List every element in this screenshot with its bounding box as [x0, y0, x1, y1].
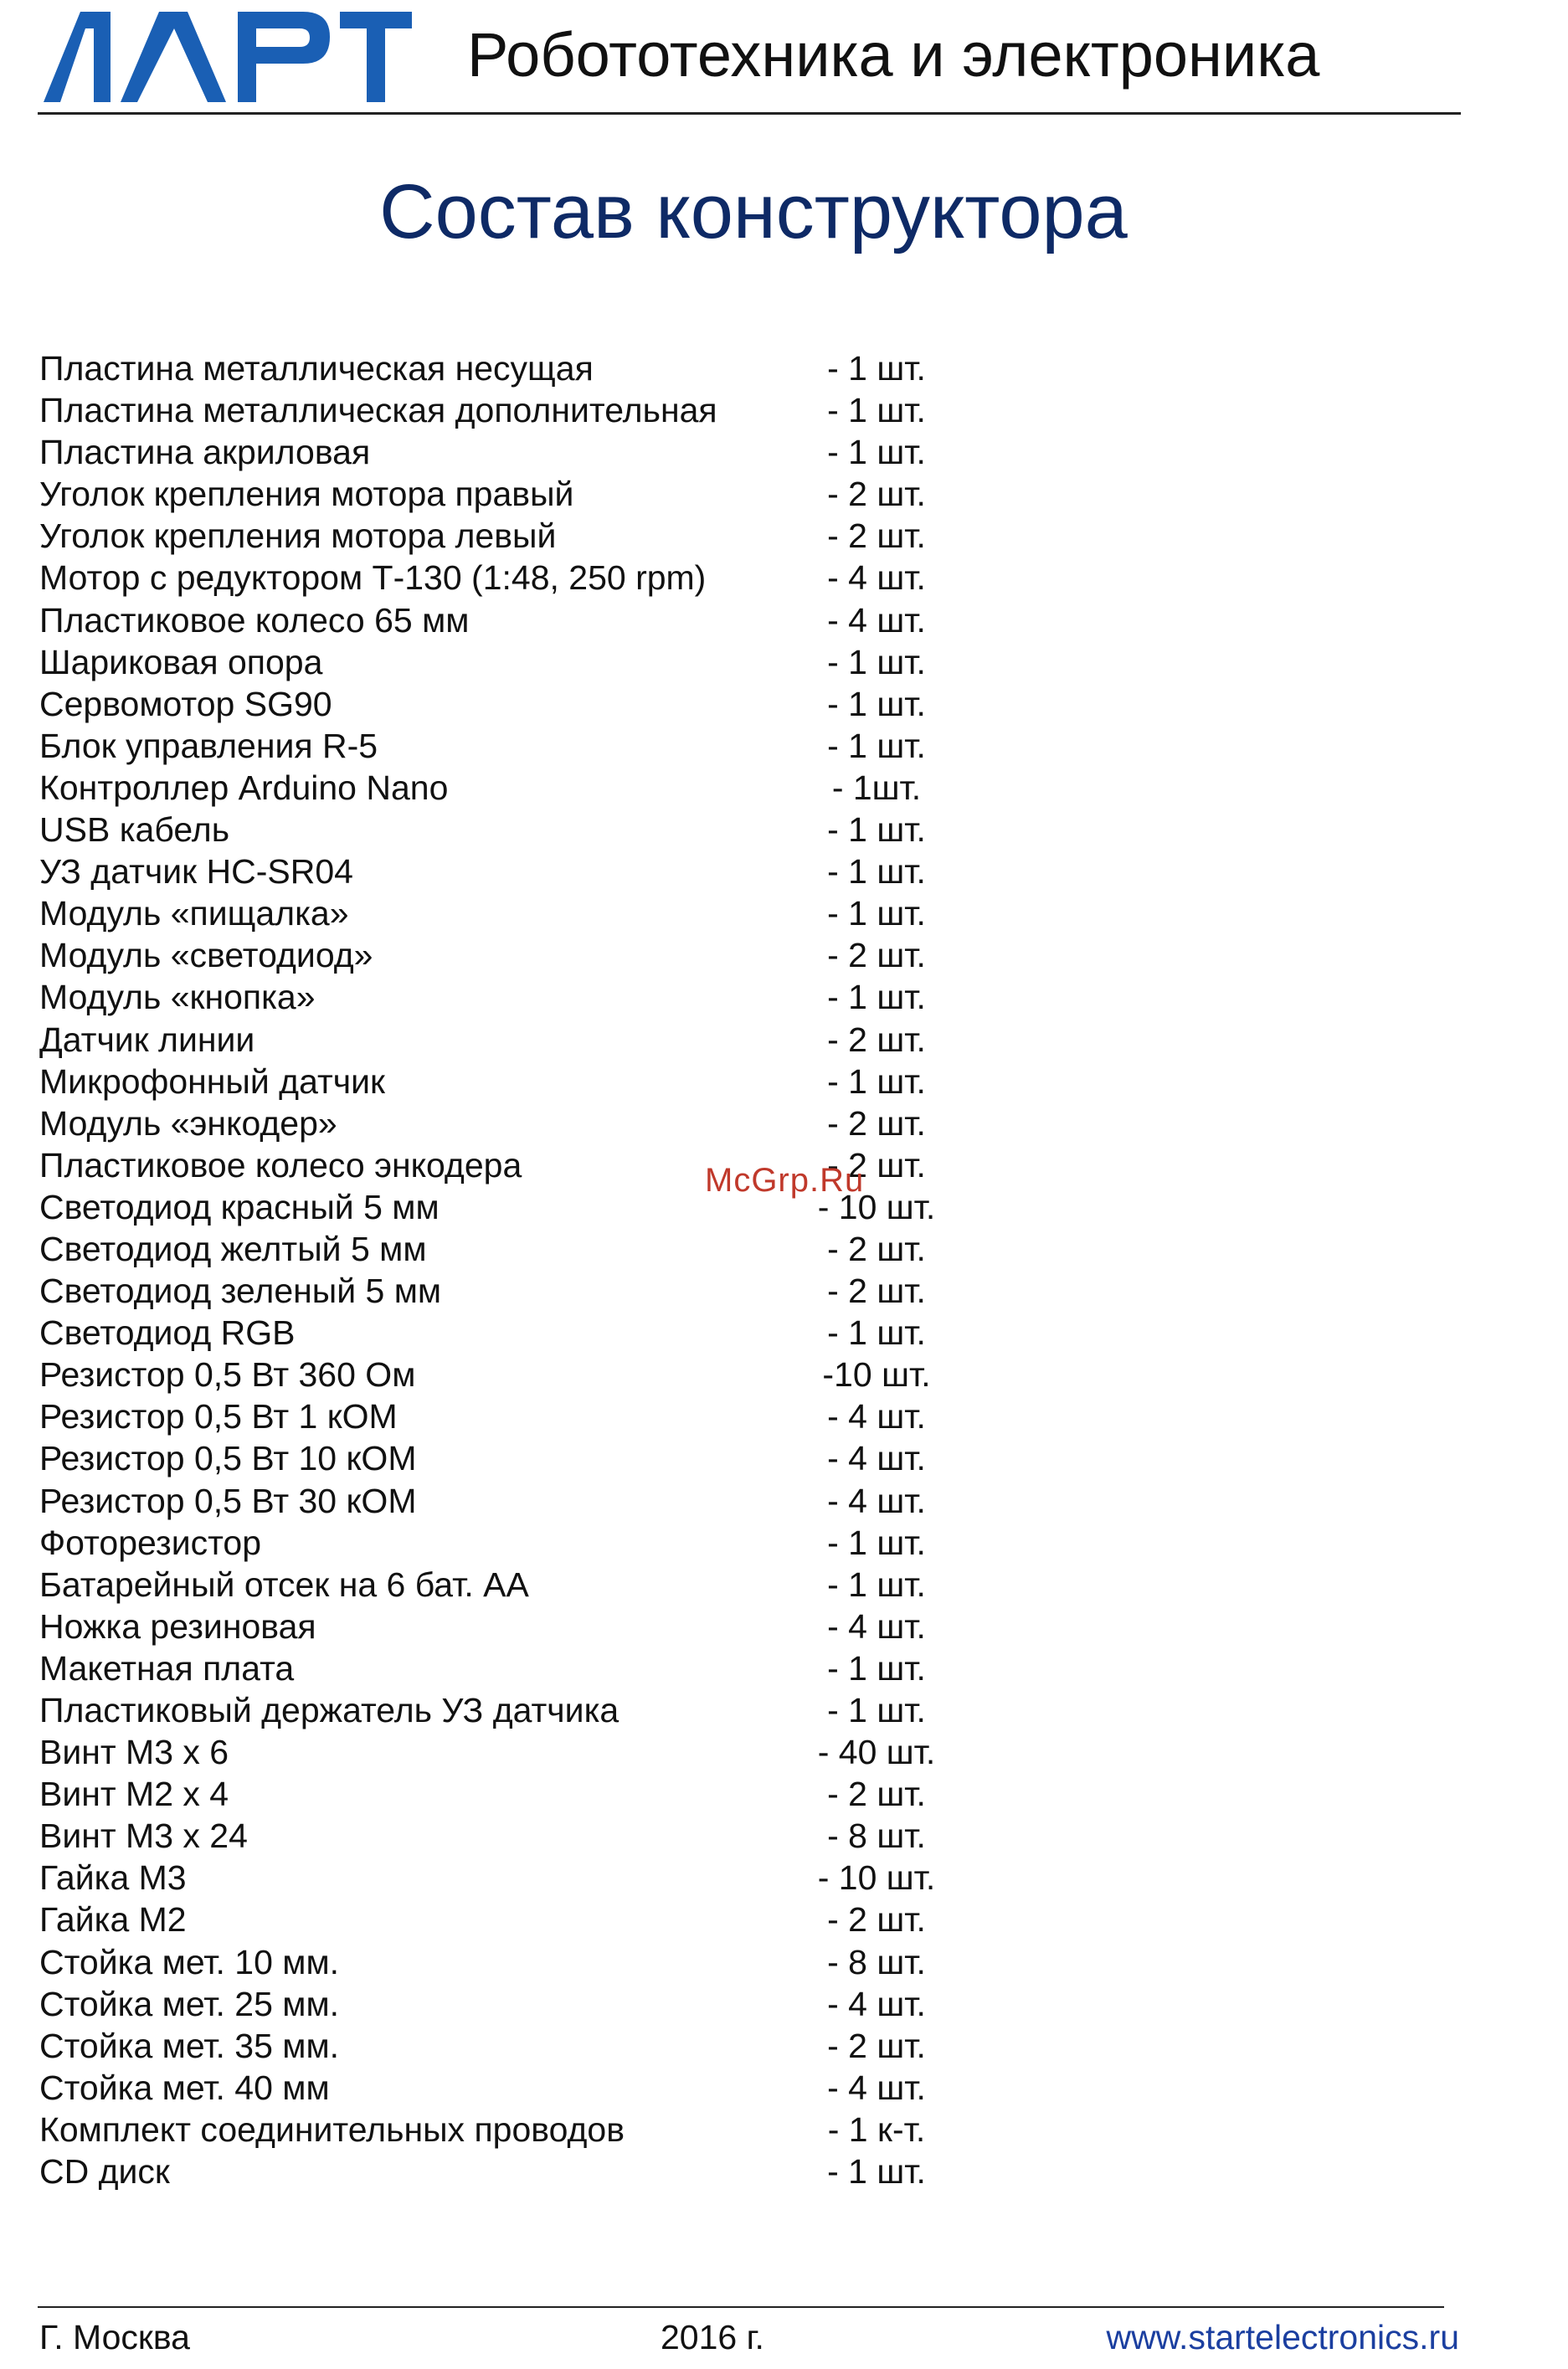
item-name: Блок управления R-5 [39, 726, 378, 765]
item-name: УЗ датчик HC-SR04 [39, 852, 353, 892]
list-item [39, 1941, 1044, 1983]
item-quantity: - 2 шт. [827, 1103, 926, 1143]
list-item [39, 1689, 1044, 1731]
item-quantity: - 1 шт. [827, 1523, 926, 1562]
list-item [39, 1647, 1044, 1689]
item-name: Светодиод RGB [39, 1313, 296, 1353]
item-quantity: - 2 шт. [827, 1272, 926, 1311]
list-item [39, 976, 1044, 1018]
header-divider [38, 112, 1461, 115]
item-quantity: - 10 шт. [817, 1187, 936, 1226]
list-item [39, 557, 1044, 599]
item-name: Уголок крепления мотора правый [39, 475, 574, 514]
list-item [39, 1186, 1044, 1228]
item-name: Модуль «светодиод» [39, 936, 373, 975]
list-item [39, 1564, 1044, 1606]
item-quantity: - 1 шт. [827, 1313, 926, 1353]
item-name: Сервомотор SG90 [39, 684, 332, 723]
item-quantity: - 1 шт. [827, 684, 926, 723]
list-item [39, 809, 1044, 850]
item-quantity: - 1 шт. [827, 642, 926, 681]
list-item [39, 347, 1044, 389]
list-item [39, 1019, 1044, 1061]
item-quantity: - 1 шт. [827, 1565, 926, 1604]
item-name: Фоторезистор [39, 1523, 262, 1562]
footer-city: Г. Москва [39, 2318, 190, 2356]
item-quantity: - 1 шт. [827, 1061, 926, 1101]
list-item [39, 2151, 1044, 2192]
item-quantity: - 1 шт. [827, 1648, 926, 1688]
footer-year: 2016 г. [661, 2318, 764, 2356]
page-title: Состав конструктора [379, 169, 1128, 254]
item-quantity: - 2 шт. [827, 936, 926, 975]
list-item [39, 1437, 1044, 1479]
list-item [39, 1773, 1044, 1815]
item-name: Модуль «энкодер» [39, 1103, 337, 1143]
item-quantity: - 8 шт. [827, 1817, 926, 1856]
list-item [39, 1480, 1044, 1522]
footer-website-link[interactable]: www.startelectronics.ru [1106, 2318, 1459, 2356]
item-quantity: - 2 шт. [827, 1775, 926, 1814]
list-item [39, 1354, 1044, 1395]
list-item [39, 1395, 1044, 1437]
item-quantity: - 8 шт. [827, 1942, 926, 1981]
item-name: Стойка мет. 10 мм. [39, 1942, 340, 1981]
item-name: Резистор 0,5 Вт 360 Ом [39, 1355, 416, 1395]
parts-list [39, 347, 1044, 2192]
logo-icon [44, 12, 412, 102]
list-item [39, 767, 1044, 809]
list-item [39, 1983, 1044, 2025]
list-item [39, 1312, 1044, 1354]
list-item [39, 2067, 1044, 2109]
list-item [39, 892, 1044, 934]
list-item [39, 1815, 1044, 1857]
list-item [39, 1102, 1044, 1144]
list-item [39, 1899, 1044, 1940]
item-quantity: - 2 шт. [827, 1020, 926, 1059]
item-name: Пластина металлическая несущая [39, 349, 594, 388]
item-quantity: - 1 шт. [827, 1691, 926, 1729]
list-item [39, 1857, 1044, 1899]
item-quantity: - 1 шт. [827, 726, 926, 765]
item-quantity: - 2 шт. [827, 516, 926, 556]
item-name: Уголок крепления мотора левый [39, 516, 557, 556]
item-name: Резистор 0,5 Вт 30 кОМ [39, 1481, 417, 1520]
item-quantity: - 1 шт. [827, 978, 926, 1017]
item-name: Резистор 0,5 Вт 1 кОМ [39, 1397, 398, 1436]
item-name: Модуль «пищалка» [39, 894, 349, 933]
item-name: Модуль «кнопка» [39, 978, 316, 1017]
item-quantity: - 1 шт. [827, 433, 926, 472]
item-quantity: - 1 к-т. [827, 2109, 926, 2149]
item-quantity: - 2 шт. [827, 1229, 926, 1268]
item-name: Стойка мет. 35 мм. [39, 2026, 340, 2065]
list-item [39, 2025, 1044, 2067]
item-quantity: - 4 шт. [827, 1606, 926, 1646]
item-name: Светодиод зеленый 5 мм [39, 1272, 442, 1311]
item-name: Датчик линии [39, 1020, 255, 1059]
item-name: Ножка резиновая [39, 1606, 316, 1646]
list-item [39, 431, 1044, 473]
item-name: Пластиковое колесо 65 мм [39, 600, 470, 640]
list-item [39, 599, 1044, 641]
list-item [39, 934, 1044, 976]
item-name: Стойка мет. 25 мм. [39, 1984, 340, 2023]
list-item [39, 683, 1044, 725]
item-quantity: - 4 шт. [827, 1439, 926, 1478]
item-name: Пластиковый держатель УЗ датчика [39, 1691, 619, 1729]
item-quantity: - 1 шт. [827, 810, 926, 850]
item-name: USB кабель [39, 810, 230, 850]
list-item [39, 641, 1044, 683]
item-name: Мотор с редуктором Т-130 (1:48, 250 rpm) [39, 558, 707, 598]
item-quantity: - 40 шт. [817, 1733, 936, 1772]
item-quantity: - 4 шт. [827, 2068, 926, 2107]
item-name: Контроллер Arduino Nano [39, 768, 449, 807]
item-name: Резистор 0,5 Вт 10 кОМ [39, 1439, 417, 1478]
item-quantity: - 4 шт. [827, 1984, 926, 2023]
item-name: Стойка мет. 40 мм [39, 2068, 330, 2107]
list-item [39, 1144, 1044, 1186]
item-quantity: - 1 шт. [827, 391, 926, 430]
item-quantity: - 4 шт. [827, 1481, 926, 1520]
item-name: Микрофонный датчик [39, 1061, 385, 1101]
footer-divider [38, 2306, 1444, 2308]
item-name: Винт М3 х 24 [39, 1817, 248, 1856]
item-name: Макетная плата [39, 1648, 295, 1688]
item-quantity: - 4 шт. [827, 600, 926, 640]
list-item [39, 725, 1044, 767]
item-name: Светодиод желтый 5 мм [39, 1229, 427, 1268]
list-item [39, 1228, 1044, 1270]
item-quantity: - 1 шт. [827, 894, 926, 933]
list-item [39, 515, 1044, 557]
item-name: Винт М2 х 4 [39, 1775, 229, 1814]
list-item [39, 473, 1044, 515]
item-quantity: - 2 шт. [827, 2026, 926, 2065]
list-item [39, 1731, 1044, 1773]
item-name: Шариковая опора [39, 642, 323, 681]
brand-logo [44, 12, 412, 104]
item-name: Комплект соединительных проводов [39, 2109, 625, 2149]
watermark-text: McGrp.Ru [705, 1162, 865, 1199]
item-quantity: - 2 шт. [827, 1900, 926, 1940]
item-quantity: - 1 шт. [827, 2152, 926, 2192]
item-quantity: - 1шт. [831, 768, 922, 807]
item-name: Винт М3 х 6 [39, 1733, 229, 1772]
list-item [39, 1606, 1044, 1647]
item-name: Батарейный отсек на 6 бат. АА [39, 1565, 529, 1604]
item-name: Пластиковое колесо энкодера [39, 1145, 522, 1184]
item-quantity: - 4 шт. [827, 1397, 926, 1436]
item-name: Светодиод красный 5 мм [39, 1187, 440, 1226]
item-quantity: -10 шт. [822, 1355, 931, 1395]
item-name: Пластина акриловая [39, 433, 371, 472]
list-item [39, 2109, 1044, 2151]
header-tagline: Робототехника и электроника [467, 20, 1320, 90]
list-item [39, 1522, 1044, 1564]
item-name: CD диск [39, 2152, 170, 2192]
list-item [39, 389, 1044, 431]
item-quantity: - 1 шт. [827, 349, 926, 388]
list-item [39, 1061, 1044, 1102]
item-quantity: - 4 шт. [827, 558, 926, 598]
list-item [39, 1270, 1044, 1312]
item-quantity: - 2 шт. [827, 475, 926, 514]
item-name: Гайка М3 [39, 1858, 187, 1898]
item-name: Гайка М2 [39, 1900, 187, 1940]
item-quantity: - 2 шт. [827, 1145, 926, 1184]
item-quantity: - 10 шт. [817, 1858, 936, 1898]
item-quantity: - 1 шт. [827, 852, 926, 892]
item-name: Пластина металлическая дополнительная [39, 391, 717, 430]
list-item [39, 850, 1044, 892]
